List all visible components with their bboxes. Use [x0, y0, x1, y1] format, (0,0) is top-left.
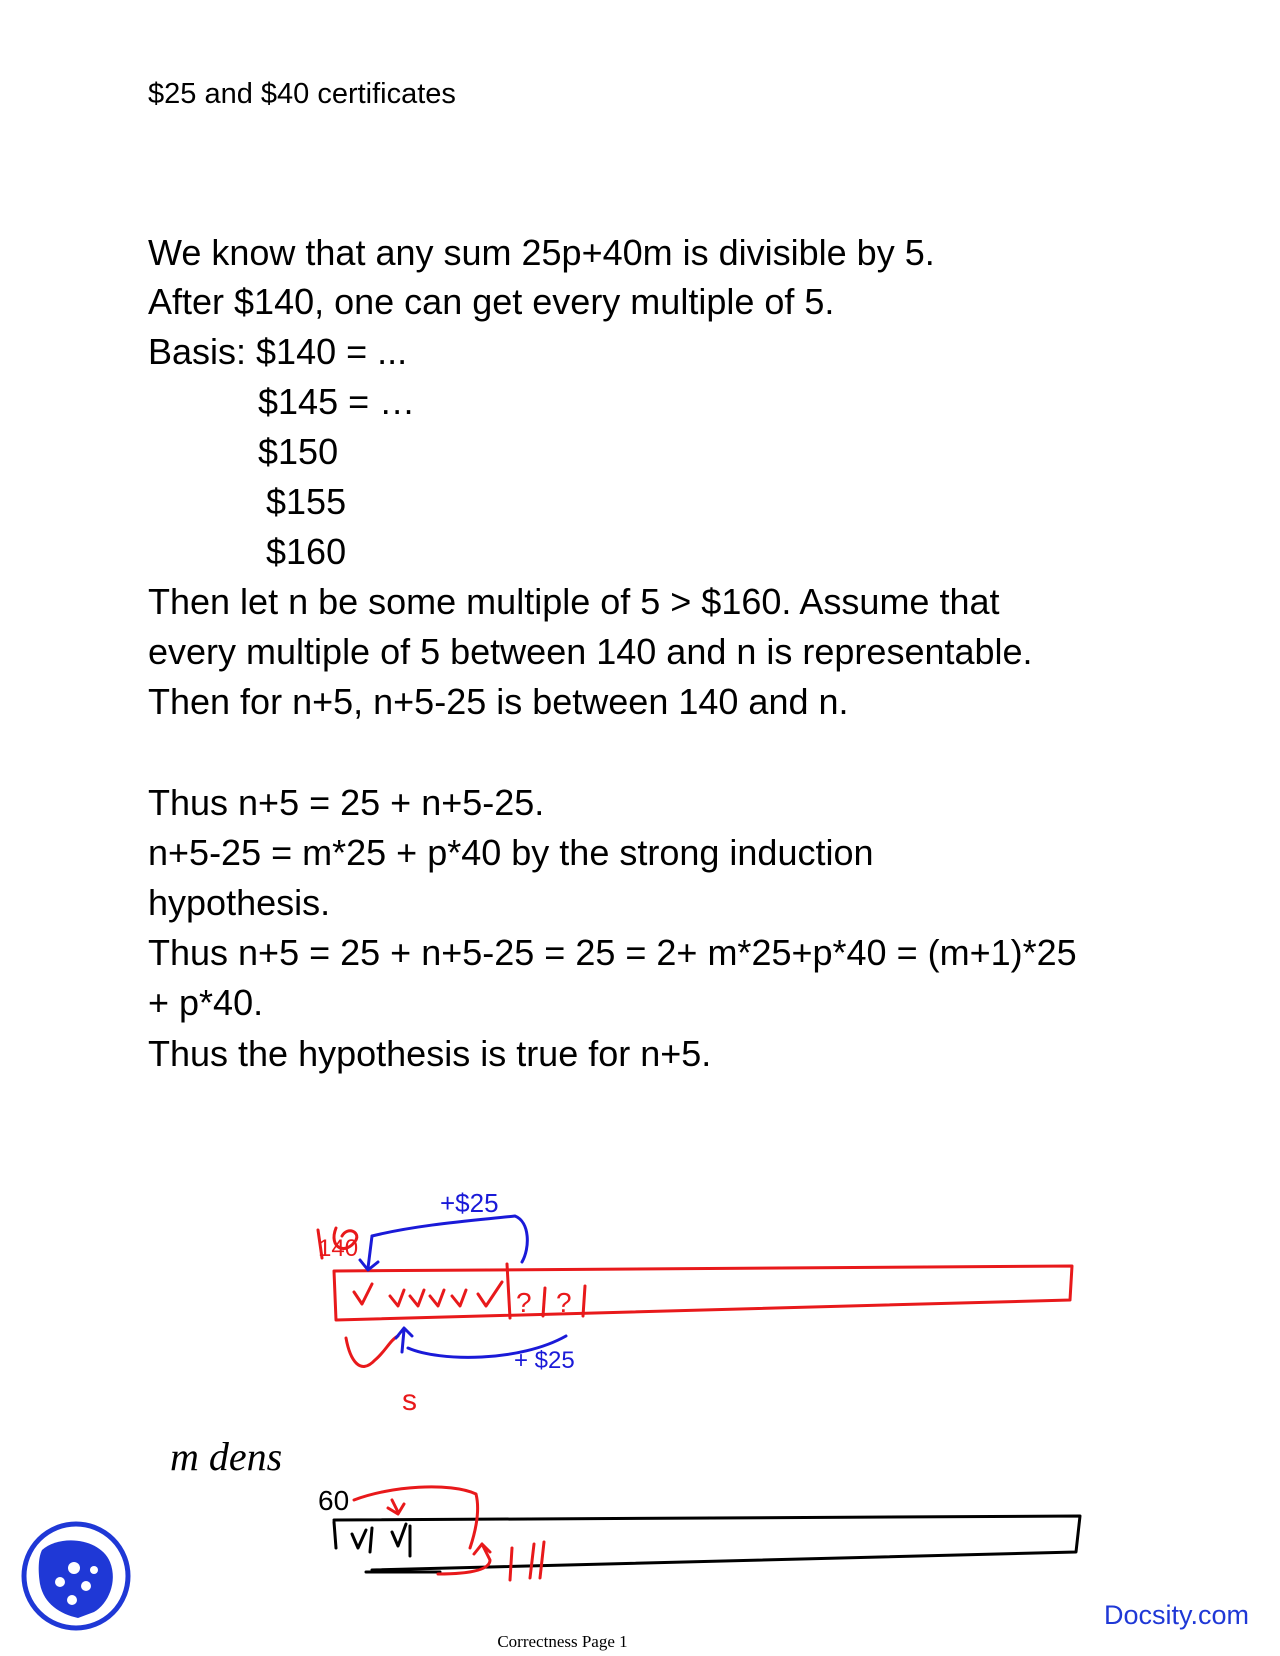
- svg-text:?: ?: [556, 1287, 572, 1318]
- body-line-hyp-1: n+5-25 = m*25 + p*40 by the strong induction: [148, 832, 874, 873]
- red-number-line: [318, 1228, 1072, 1366]
- body-line-hyp-2: hypothesis.: [148, 882, 331, 923]
- red-s-label: s: [402, 1384, 417, 1417]
- page-heading: $25 and $40 certificates: [148, 78, 456, 110]
- body-line-thus-2: Thus n+5 = 25 + n+5-25 = 25 = 2+ m*25+p*40 = (m+1)*25: [148, 932, 1077, 973]
- basis-160: $160: [266, 531, 347, 572]
- docsity-brand: Docsity.com: [1104, 1600, 1250, 1630]
- body-line-assume-1: Then let n be some multiple of 5 > $160. Assume that: [148, 581, 1000, 622]
- body-line-basis: Basis: $140 = ...: [148, 331, 408, 372]
- basis-150: $150: [258, 431, 339, 472]
- body-line-assume-2: every multiple of 5 between 140 and n is representable.: [148, 631, 1033, 672]
- body-line-conclusion: Thus the hypothesis is true for n+5.: [148, 1033, 712, 1074]
- blue-top-label: +$25: [440, 1188, 499, 1218]
- black-note: m dens: [170, 1434, 283, 1479]
- black-number-line: [334, 1516, 1080, 1572]
- page-footer: Correctness Page 1: [497, 1632, 628, 1651]
- body-line-assume-3: Then for n+5, n+5-25 is between 140 and n.: [148, 681, 849, 722]
- blue-brackets: [360, 1216, 566, 1357]
- body-line-1: We know that any sum 25p+40m is divisible by 5.: [148, 232, 935, 273]
- basis-155: $155: [266, 481, 347, 522]
- blue-bottom-label: + $25: [514, 1347, 575, 1374]
- body-line-thus-1: Thus n+5 = 25 + n+5-25.: [148, 782, 545, 823]
- body-line-2: After $140, one can get every multiple of 5.: [148, 281, 835, 322]
- basis-145: $145 = …: [258, 381, 416, 422]
- body-line-thus-3: + p*40.: [148, 982, 264, 1023]
- black-start-label: 60: [318, 1485, 350, 1516]
- red-start-label: 140: [318, 1235, 359, 1262]
- docsity-logo: [20, 1520, 132, 1632]
- svg-text:?: ?: [516, 1287, 532, 1318]
